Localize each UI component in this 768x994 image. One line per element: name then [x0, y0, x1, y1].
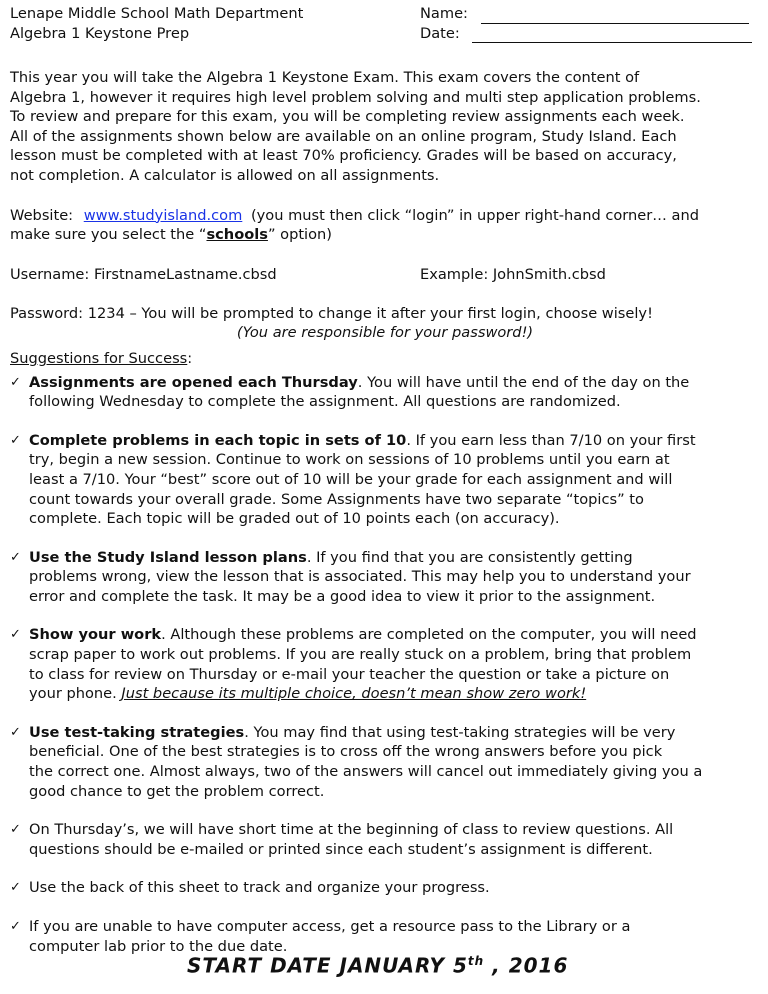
item-line: good chance to get the problem correct. [29, 782, 325, 800]
intro-line: lesson must be completed with at least 70% proficiency. Grades will be based on accuracy, [10, 147, 677, 165]
header [10, 4, 760, 46]
item-text: . You may find that using test-taking strategies will be very [244, 723, 676, 741]
list-item [10, 723, 760, 801]
date-label: Date: [420, 24, 460, 42]
header-right [420, 4, 752, 43]
list-item [10, 548, 760, 607]
suggestions-heading [10, 349, 760, 369]
intro-paragraph [10, 68, 760, 186]
list-item [10, 820, 760, 859]
item-bold: Use the Study Island lesson plans [29, 548, 307, 566]
item-bold: Show your work [29, 626, 162, 644]
suggestions-list [10, 373, 760, 957]
item-line: scrap paper to work out problems. If you are really stuck on a problem, bring that problem [29, 646, 692, 664]
check-icon: ✓ [10, 822, 21, 838]
password-block [10, 304, 760, 343]
document-page [10, 4, 760, 975]
item-line: computer lab prior to the due date. [29, 937, 288, 955]
list-item [10, 373, 760, 412]
item-text: . If you find that you are consistently getting [306, 548, 633, 566]
website-instructions: (you must then click “login” in upper right-hand corner… and [250, 206, 699, 224]
item-bold: Use test-taking strategies [29, 723, 245, 741]
item-text: . If you earn less than 7/10 on your first [406, 431, 696, 449]
item-line: problems wrong, view the lesson that is associated. This may help you to understand your [29, 568, 691, 586]
check-icon: ✓ [10, 627, 21, 643]
check-icon: ✓ [10, 549, 21, 565]
password-note: (You are responsible for your password!) [236, 324, 534, 342]
website-block [10, 206, 760, 245]
schools-option: schools [206, 226, 268, 244]
website-label: Website: [10, 206, 74, 224]
check-icon: ✓ [10, 880, 21, 896]
password-text: Password: 1234 – You will be prompted to change it after your first login, choose wisely! [10, 304, 653, 322]
check-icon: ✓ [10, 724, 21, 740]
item-line: try, begin a new session. Continue to work on sessions of 10 problems until you earn at [29, 451, 670, 469]
intro-line: This year you will take the Algebra 1 Keystone Exam. This exam covers the content of [10, 69, 640, 86]
item-bold: Complete problems in each topic in sets of 10 [29, 431, 407, 449]
item-line: least a 7/10. Your “best” score out of 10 will be your grade for each assignment and will [29, 470, 673, 488]
select-text: make sure you select the “ [10, 226, 207, 244]
course-name: Algebra 1 Keystone Prep [10, 24, 190, 42]
item-text: . You will have until the end of the day on the [357, 373, 690, 391]
name-blank[interactable] [481, 8, 749, 24]
item-text: . Although these problems are completed on the computer, you will need [161, 626, 697, 644]
item-bold: Assignments are opened each Thursday [29, 373, 358, 391]
check-icon: ✓ [10, 919, 21, 934]
date-blank[interactable] [472, 27, 752, 43]
check-icon: ✓ [10, 432, 21, 448]
item-text: On Thursday’s, we will have short time at the beginning of class to review questions. All [29, 821, 674, 839]
website-link[interactable]: www.studyisland.com [83, 206, 243, 224]
website-line-2 [10, 225, 760, 245]
start-date-text: START DATE JANUARY 5 [187, 953, 468, 978]
username-example: Example: JohnSmith.cbsd [420, 265, 606, 283]
item-emphasis: Just because its multiple choice, doesn’t mean show zero work! [121, 685, 587, 703]
list-item [10, 917, 760, 956]
name-row [420, 4, 752, 24]
intro-line: Algebra 1, however it requires high level problem solving and multi step application problems. [10, 88, 701, 106]
intro-line: All of the assignments shown below are available on an online program, Study Island. Each [10, 127, 677, 145]
item-text: If you are unable to have computer access, get a resource pass to the Library or a [29, 918, 631, 935]
item-line: complete. Each topic will be graded out of 10 points each (on accuracy). [29, 510, 560, 528]
item-line: questions should be e-mailed or printed since each student’s assignment is different. [29, 840, 653, 858]
intro-line: not completion. A calculator is allowed on all assignments. [10, 166, 440, 184]
start-date-suffix: th [467, 954, 485, 968]
list-item [10, 878, 760, 898]
suggestions-title: Suggestions for Success [10, 349, 188, 367]
check-icon: ✓ [10, 374, 21, 390]
option-text: ” option) [267, 226, 332, 244]
item-text: Use the back of this sheet to track and organize your progress. [29, 879, 490, 897]
suggestions-colon: : [187, 349, 193, 367]
date-row [420, 24, 752, 44]
item-line: error and complete the task. It may be a good idea to view it prior to the assignment. [29, 587, 656, 605]
intro-line: To review and prepare for this exam, you will be completing review assignments each week. [10, 108, 685, 126]
website-line [10, 206, 760, 226]
username-text: Username: FirstnameLastname.cbsd [10, 265, 277, 283]
header-left [10, 4, 303, 43]
item-line: to class for review on Thursday or e-mail your teacher the question or take a picture on [29, 665, 670, 683]
list-item [10, 431, 760, 529]
item-line: beneficial. One of the best strategies is to cross off the wrong answers before you pick [29, 743, 663, 761]
username-row [10, 265, 760, 285]
item-text: your phone. [29, 685, 122, 703]
start-date-year: , 2016 [484, 953, 569, 978]
item-line: following Wednesday to complete the assignment. All questions are randomized. [29, 393, 621, 411]
list-item [10, 625, 760, 703]
name-label: Name: [420, 5, 468, 22]
start-date [187, 952, 568, 976]
item-line: the correct one. Almost always, two of the answers will cancel out immediately giving you a [29, 763, 703, 781]
item-line: count towards your overall grade. Some Assignments have two separate “topics” to [29, 490, 644, 508]
department-name: Lenape Middle School Math Department [10, 5, 304, 22]
